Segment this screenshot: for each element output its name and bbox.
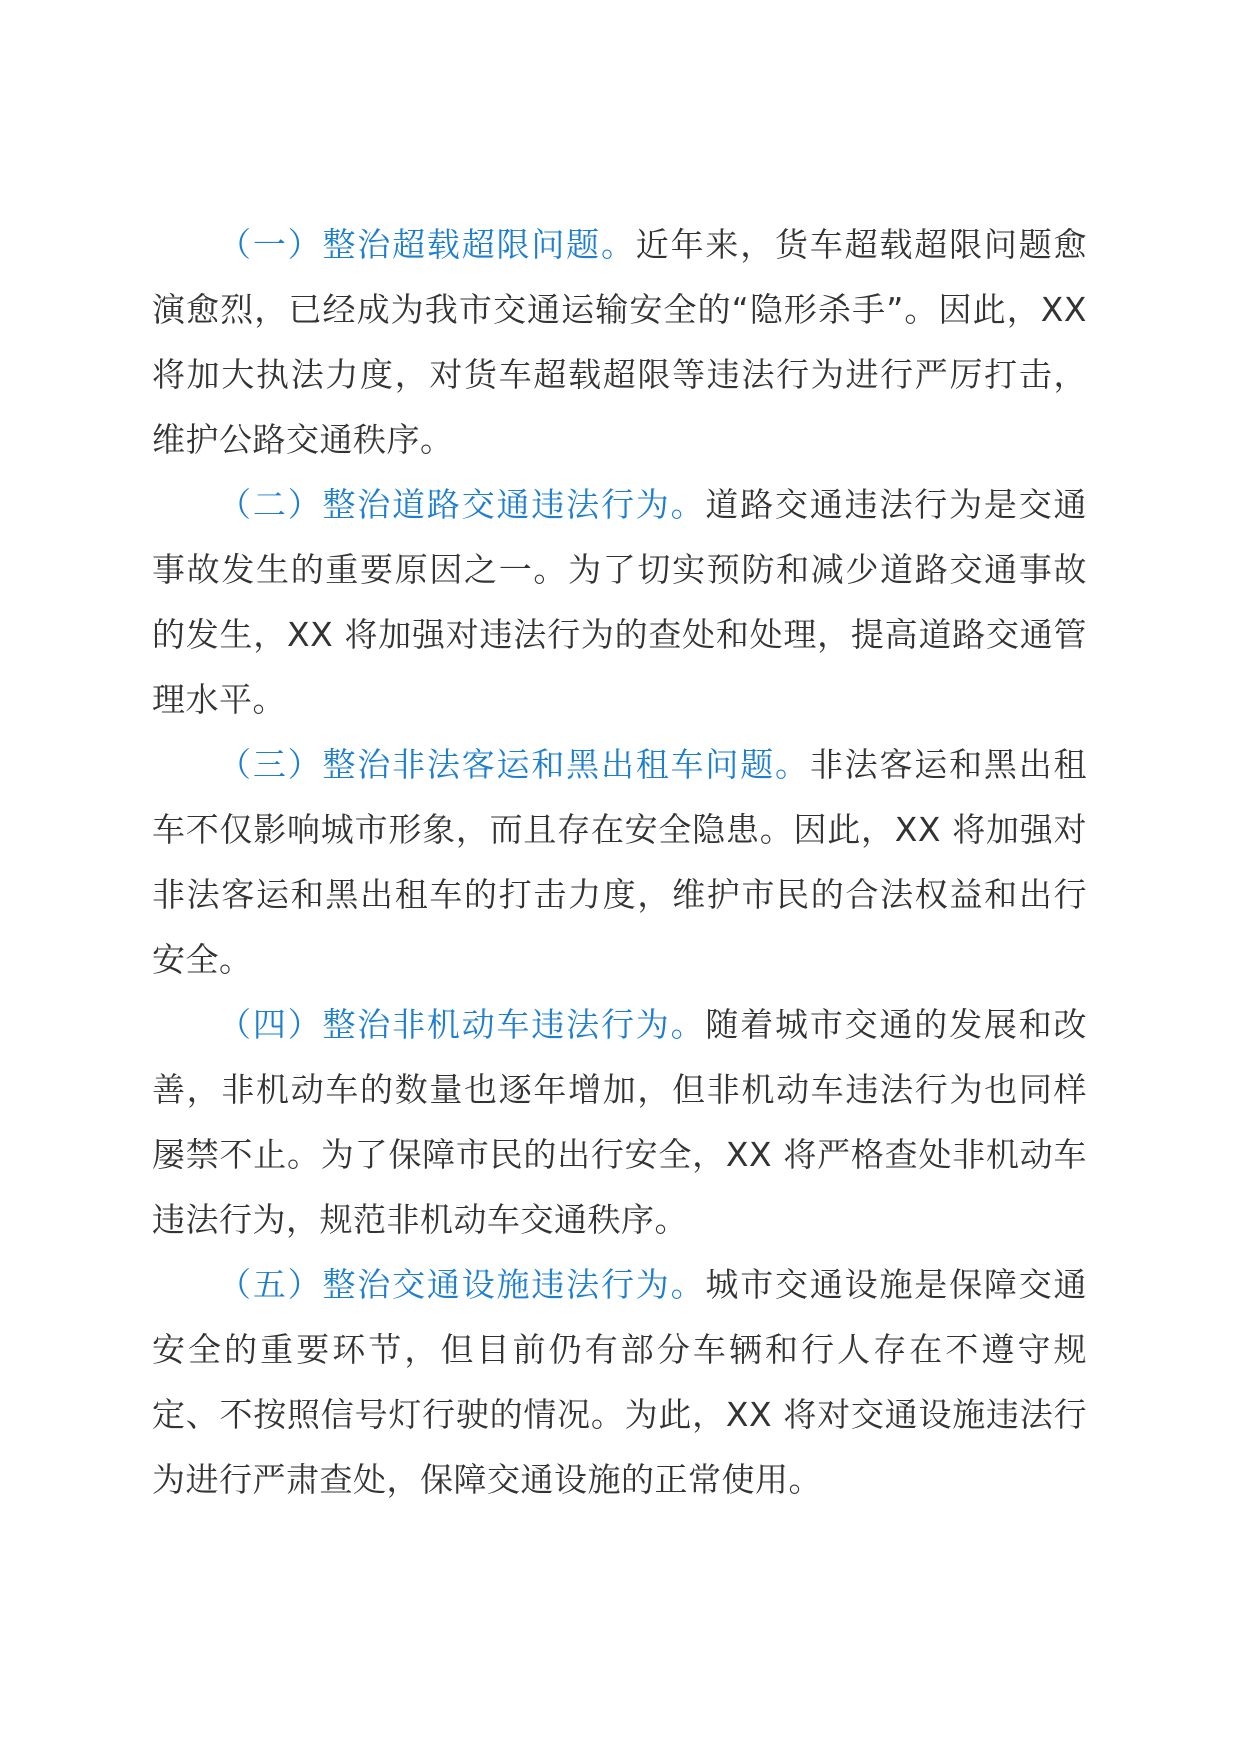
paragraph-heading: （二）整治道路交通违法行为。 xyxy=(218,485,706,524)
paragraph-4 xyxy=(152,992,1087,1252)
paragraph-text: 城市交通设施是保障交通安全的重要环节，但目前仍有部分车辆和行人存在不遵守规定、不按照信号灯行驶的情况。为此，XX 将对交通设施违法行为进行严肃查处，保障交通设施的正常使用。 xyxy=(152,1265,1087,1499)
paragraph-text: 非法客运和黑出租车不仅影响城市形象，而且存在安全隐患。因此，XX 将加强对非法客运和黑出租车的打击力度，维护市民的合法权益和出行安全。 xyxy=(152,745,1087,979)
paragraph-5 xyxy=(152,1252,1087,1512)
paragraph-3 xyxy=(152,732,1087,992)
paragraph-text: 近年来，货车超载超限问题愈演愈烈，已经成为我市交通运输安全的“隐形杀手”。因此，XX 将加大执法力度，对货车超载超限等违法行为进行严厉打击，维护公路交通秩序。 xyxy=(152,225,1087,459)
paragraph-text: 道路交通违法行为是交通事故发生的重要原因之一。为了切实预防和减少道路交通事故的发生，XX 将加强对违法行为的查处和处理，提高道路交通管理水平。 xyxy=(152,485,1087,719)
paragraph-heading: （五）整治交通设施违法行为。 xyxy=(218,1265,706,1304)
paragraph-heading: （一）整治超载超限问题。 xyxy=(218,225,636,264)
paragraph-text: 随着城市交通的发展和改善，非机动车的数量也逐年增加，但非机动车违法行为也同样屡禁不止。为了保障市民的出行安全，XX 将严格查处非机动车违法行为，规范非机动车交通秩序。 xyxy=(152,1005,1087,1239)
paragraph-1 xyxy=(152,212,1087,472)
paragraph-heading: （三）整治非法客运和黑出租车问题。 xyxy=(218,745,810,784)
paragraph-2 xyxy=(152,472,1087,732)
document-body xyxy=(152,212,1087,1512)
paragraph-heading: （四）整治非机动车违法行为。 xyxy=(218,1005,706,1044)
